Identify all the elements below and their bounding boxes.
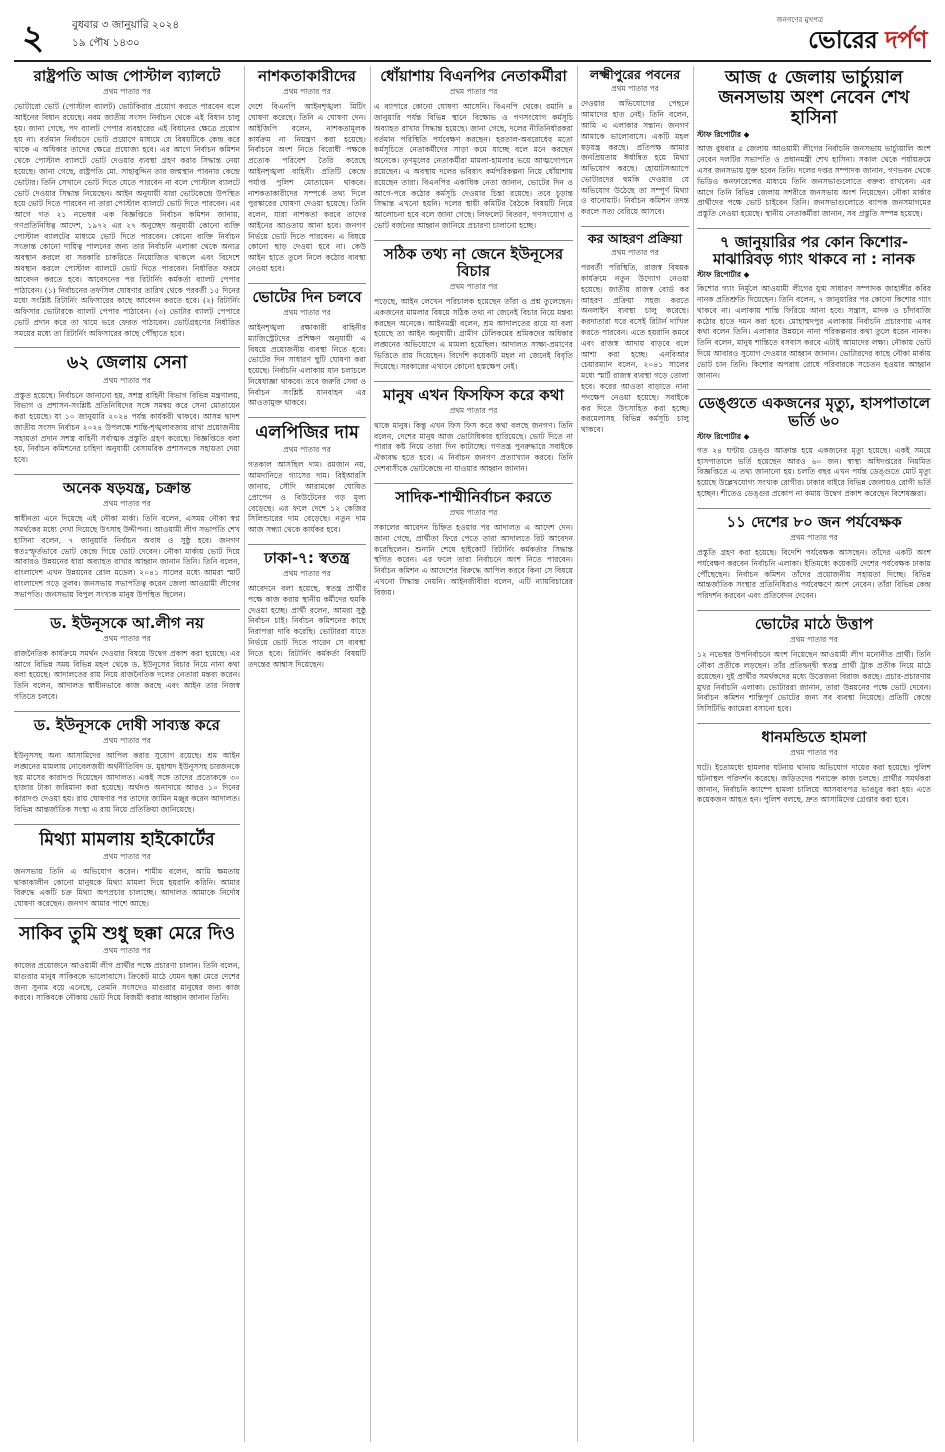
article-headline[interactable]: মিথ্যা মামলায় হাইকোর্টের	[39, 829, 215, 850]
article-headline[interactable]: এলপিজির দাম	[255, 423, 359, 444]
logo-tagline: জনগণের মুখপত্র	[776, 16, 823, 24]
article-headline[interactable]: ভোটের মাঠে উত্তাপ	[754, 614, 874, 633]
article-body: পরবর্তী পরিস্থিতি, রাজস্ব বিষয়ক কার্যক্রমে নতুন উদ্যোগ নেওয়া হয়েছে। জাতীয় রাজস্ব বোর্ড কর আহরণ প্রক্রিয়া সহজ করতে অনলাইন ব্যবস্থা চালু করেছে। করদাতারা ঘরে বসেই রিটার্ন দাখিল করতে পারবেন। এতে হয়রানি কমবে এবং রাজস্ব আদায় বাড়বে বলে আশা করা হচ্ছে। এনবিআর চেয়ারম্যান বলেন, ২০৪১ সালের মধ্যে স্মার্ট রাজস্ব ব্যবস্থা গড়ে তোলা হবে। করের আওতা বাড়াতে নানা পদক্ষেপ নেওয়া হয়েছে। সবাইকে কর দিতে উৎসাহিত করা হচ্ছে। করমেলাসহ বিভিন্ন কর্মসূচি চালু থাকবে।	[581, 263, 689, 435]
column-divider	[370, 66, 371, 1442]
date-line-gregorian: বুধবার ৩ জানুয়ারি ২০২৪	[72, 19, 180, 31]
news-article	[697, 723, 931, 806]
continuation-note: প্রথম পাতার পর	[449, 87, 498, 97]
column-3	[374, 66, 573, 1442]
news-article	[14, 824, 240, 910]
news-article	[14, 918, 240, 1004]
news-article	[581, 68, 689, 218]
article-headline[interactable]: ডেঙ্গুতে একজনের মৃত্যু, হাসপাতালে ভর্তি ৬০	[697, 394, 931, 430]
continuation-note: প্রথম পাতার পর	[103, 851, 151, 861]
news-article	[14, 68, 240, 339]
news-article	[14, 711, 240, 816]
column-divider	[693, 66, 694, 1442]
masthead	[14, 8, 931, 62]
article-headline[interactable]: সাদিক-শাম্মীনির্বাচন করতে	[395, 487, 552, 506]
continuation-note: প্রথম পাতার পর	[790, 748, 838, 758]
continuation-note: প্রথম পাতার পর	[611, 248, 659, 258]
article-body: সকালের আবেদন চিহ্নিত হওয়ার পর আদালত এ আদেশ দেন। জানা গেছে, প্রার্থীতা ফিরে পেতে তারা আদালতে রিট আবেদন করেছিলেন। শুনানি শেষে হাইকোর্ট রিটার্নিং কর্মকর্তার সিদ্ধান্ত স্থগিত করেন। এর ফলে তারা নির্বাচনে অংশ নিতে পারবেন। নির্বাচন কমিশন এ আদেশের বিরুদ্ধে আপিল করবে কিনা সে বিষয়ে এখনো সিদ্ধান্ত নেয়নি। আইনজীবীরা বলেন, এটি ন্যায়বিচারের বিজয়।	[374, 523, 573, 597]
continuation-note: প্রথম পাতার পর	[103, 946, 151, 955]
article-headline[interactable]: অনেক ষড়যন্ত্র, চক্রান্ত	[63, 479, 191, 498]
news-article	[374, 381, 573, 475]
article-headline[interactable]: মানুষ এখন ফিসফিস করে কথা	[383, 385, 564, 404]
article-headline[interactable]: সাকিব তুমি শুধু ছক্কা মেরে দিও	[19, 923, 235, 944]
byline: স্টাফ রিপোর্টার ◆	[697, 431, 750, 441]
continuation-note: প্রথম পাতার পর	[103, 499, 151, 509]
article-body: গত ২৪ ঘণ্টায় ডেঙ্গু আক্রান্ত হয়ে একজনের মৃত্যু হয়েছে। একই সময়ে হাসপাতালে ভর্তি হয়েছেন আরও ৬০ জন। স্বাস্থ্য অধিদপ্তরের নিয়মিত বিজ্ঞপ্তিতে এ তথ্য জানানো হয়। চলতি বছর এখন পর্যন্ত ডেঙ্গুতে মোট মৃত্যু হয়েছে উল্লেখযোগ্য সংখ্যক রোগীর। ঢাকার বাইরে বিভিন্ন জেলায়ও রোগী ভর্তি হচ্ছেন। শীতেও ডেঙ্গুর প্রকোপ না কমায় উদ্বেগ প্রকাশ করেছেন বিশেষজ্ঞরা।	[697, 445, 931, 498]
news-article	[697, 228, 931, 382]
continuation-note: প্রথম পাতার পর	[790, 533, 838, 543]
news-article	[14, 609, 240, 703]
article-body: আইনশৃঙ্খলা রক্ষাকারী বাহিনীর ম্যাজিস্ট্রেটদের প্রশিক্ষণ অনুযায়ী এ বিষয়ে প্রয়োজনীয় ব্যবস্থা নিতে হবে। ভোটের দিন সাধারণ ছুটি ঘোষণা করা হয়েছে। নির্বাচনি এলাকায় যান চলাচলে নিষেধাজ্ঞা থাকবে। তবে জরুরি সেবা ও নির্বাচন সংশ্লিষ্ট যানবাহন এর আওতামুক্ত থাকবে।	[248, 323, 366, 408]
continuation-note: প্রথম পাতার পর	[103, 375, 151, 385]
news-article	[374, 240, 573, 373]
article-body: রাজনৈতিক কার্যক্রমে সমর্থন দেওয়ার বিষয়ে উদ্বেগ প্রকাশ করা হয়েছে। এর আগে বিভিন্ন সময় বিভিন্ন মহল থেকে ড. ইউনূসের বিচার নিয়ে নানা কথা বলা হয়েছে। আদালতের রায় নিয়ে রাজনৈতিক দলের নেতারা মন্তব্য করেন। তিনি বলেন, আদালত স্বাধীনভাবে কাজ করছে এবং আইন তার নিজস্ব গতিতে চলবে।	[14, 648, 240, 701]
continuation-note: প্রথম পাতার পর	[283, 308, 331, 317]
continuation-note: প্রথম পাতার পর	[449, 282, 498, 292]
continuation-note: প্রথম পাতার পর	[790, 635, 838, 645]
article-body: দেওয়ার অভিযোগের পেছনে আমাদের হাত নেই। তিনি বলেন, আমি এ এলাকার সন্তান। জনগণ আমাকে ভালোবাসে। একটি মহল ষড়যন্ত্র করছে। প্রতিপক্ষ আমার জনপ্রিয়তায় ঈর্ষান্বিত হয়ে মিথ্যা অভিযোগ করছে। হোয়াটসঅ্যাপে ভোটারদের হুমকি দেওয়ার যে অভিযোগ উঠেছে তা সম্পূর্ণ মিথ্যা ও বানোয়াট। নির্বাচন কমিশন তদন্ত করলে সত্য বেরিয়ে আসবে।	[581, 99, 689, 217]
continuation-note: প্রথম পাতার পর	[283, 87, 331, 97]
byline: স্টাফ রিপোর্টার ◆	[697, 130, 750, 140]
article-body: ভোটারো ভোট (পোস্টাল ব্যালট) ভোটকিরার প্রয়োগ করতে পারবেন বলে আইনের বিধান রয়েছে। নবম জাতীয় সংসদ নির্বাচন থেকে এই বিধান চালু হয়। জানা গেছে, পদ ব্যালট পেপার ব্যবহারের এই বিধানের ক্ষেত্রে প্রয়োগ হয় না। বর্তমান নির্বাচনে ভোট প্রয়োগে মাধ্যমে যে বিষয়টিকে কেন্দ্র করে থাকে এ অধিকার তাদের ক্ষেত্রে প্রযোজ্য হবে। এর আগে নির্বাচন কমিশন থেকে পোস্টাল ব্যালটে ভোট দেওয়ার ব্যবস্থা গ্রহণ করার সিদ্ধান্ত নেয়া হয়েছে। জানা গেছে, রাষ্ট্রপতি মো. সাহাবুদ্দিন তার জন্মস্থান পাবনার কেন্দ্রে ভোটার। তিনি সেখানে ভোট দিতে যেতে পারবেন না বলে পোস্টাল ব্যালটে ভোট দেওয়ার সিদ্ধান্ত নিয়েছেন। আইন অনুযায়ী যারা ভোটকেন্দ্রে উপস্থিত হয়ে ভোট দিতে পারবেন না তারা পোস্টাল ব্যালটে ভোট দিতে পারবেন। এর আগে গত ২১ নভেম্বর এক বিজ্ঞপ্তিতে নির্বাচন কমিশন জানায়, গণপ্রতিনিধিত্ব আদেশ, ১৯৭২ এর ২৭ অনুচ্ছেদ অনুযায়ী কোনো ব্যক্তি পোস্টাল ব্যালটের মাধ্যমে ভোট দিতে পারবেন। কোনো ব্যক্তি নির্বাচন সংক্রান্ত কোনো দায়িত্ব পালনের জন্য তার নির্বাচনি এলাকা থেকে অন্যত্র অবস্থান করলে বা সরকারি চাকরিতে নিয়োজিত থাকলে এবং বিদেশে অবস্থান করলে পোস্টাল ব্যালটে ভোট দিতে পারবেন। নির্ধারিত ফরমে আবেদন করতে হবে। আবেদনের পর রিটার্নিং কর্মকর্তা ব্যালট পেপার পাঠাবেন। (১) নির্বাচনের তফসিল ঘোষণার তারিখ থেকে পরবর্তী ১৫ দিনের মধ্যে সংশ্লিষ্ট রিটার্নিং অফিসারের কাছে আবেদন করতে হবে। (২) রিটার্নিং অফিসার ভোটারকে ব্যালট পেপার পাঠাবেন। (৩) ভোটার ব্যালট পেপারে ভোট প্রদান করে তা খামে ভরে ফেরত পাঠাবেন। ভোটগ্রহণের নির্ধারিত সময়ের মধ্যে তা রিটার্নিং অফিসারের কাছে পৌঁছাতে হবে।	[14, 102, 240, 338]
news-article	[248, 544, 366, 671]
article-body: জনসভায় তিনি এ অভিযোগ করেন। শামীম বলেন, আমি ক্ষমতায় থাকাকালীন কোনো মানুষকে মিথ্যা মামলা দিয়ে হয়রানি করিনি। আমার বিরুদ্ধে একটি চক্র মিথ্যা অপপ্রচার চালাচ্ছে। আদালত আমাকে নির্দোষ ঘোষণা করেছেন। জনগণ আমার পাশে আছে।	[14, 866, 240, 909]
article-body: দেশে বিএনপি আইনশৃঙ্খলা মিটিং ঘোষণা করেছে। তিনি এ ঘোষণা দেন। আইজিপি বলেন, নাশকতামূলক কার্যক্রম না নিয়ন্ত্রণ করা হয়েছে। নির্বাচনে অংশ নিতে বিরোধী পক্ষকে প্রত্যেক পরিবেশ তৈরি করেছে আইনশৃঙ্খলা বাহিনী। প্রতিটি কেন্দ্রে পর্যাপ্ত পুলিশ মোতায়েন থাকবে। নাশকতাকারীদের সম্পর্কে তথ্য দিলে পুরস্কারের ঘোষণা দেওয়া হয়েছে। তিনি বলেন, যারা নাশকতা করবে তাদের আইনের আওতায় আনা হবে। জনগণ নির্ভয়ে ভোট দিতে পারবেন। এ বিষয়ে কোনো ছাড় দেওয়া হবে না। কেউ আইন হাতে তুলে নিলে কঠোর ব্যবস্থা নেওয়া হবে।	[248, 102, 366, 273]
article-headline[interactable]: ৬২ জেলায় সেনা	[66, 353, 188, 374]
continuation-note: প্রথম পাতার পর	[611, 84, 659, 94]
logo-word-2: দর্পণ	[877, 26, 927, 54]
continuation-note: প্রথম পাতার পর	[283, 569, 331, 579]
continuation-note: প্রথম পাতার পর	[449, 405, 498, 415]
news-article	[697, 389, 931, 499]
logo-word-1: ভোরের	[808, 26, 878, 54]
column-5	[697, 66, 931, 1442]
article-body: পড়েছে, আইন লেখেন পরিচালক হয়েছেন তাঁরা ও প্রশ্ন তুলেছেন। একজনের মামলার বিষয়ে সঠিক তথ্য না জেনেই বিচার নিয়ে মন্তব্য করছেন অনেকে। আইনমন্ত্রী বলেন, শ্রম আদালতের রায়ে যা বলা হয়েছে তা আইন অনুযায়ী। গ্রামীণ টেলিকমের শ্রমিকদের অধিকার লঙ্ঘনের অভিযোগে এ মামলা হয়েছিল। আদালত সাক্ষ্য-প্রমাণের ভিত্তিতে রায় দিয়েছেন। বিদেশি কয়েকটি মহল না জেনেই বিবৃতি দিয়েছে। সরকারের এখানে কোনো হস্তক্ষেপ নেই।	[374, 297, 573, 371]
news-article	[374, 483, 573, 599]
article-body: প্রস্তুতি গ্রহণ করা হয়েছে। বিদেশি পর্যবেক্ষক আসছেন। তাঁদের একটি অংশ পর্যবেক্ষণ করবেন নির্বাচনি এলাকা। ইতিমধ্যে কয়েকটি দেশের পর্যবেক্ষক ঢাকায় পৌঁছেছেন। নির্বাচন কমিশন তাঁদের প্রয়োজনীয় সহায়তা দিচ্ছে। বিভিন্ন আন্তর্জাতিক সংস্থার প্রতিনিধিরাও পর্যবেক্ষণে অংশ নেবেন। তাঁরা বিভিন্ন কেন্দ্র পরিদর্শন করবেন এবং প্রতিবেদন দেবেন।	[697, 548, 931, 601]
continuation-note: প্রথম পাতার পর	[103, 87, 151, 97]
column-1	[14, 66, 240, 1442]
article-headline[interactable]: ধানমন্ডিতে হামলা	[761, 727, 867, 746]
news-article	[697, 508, 931, 602]
article-headline[interactable]: ধোঁয়াশায় বিএনপির নেতাকর্মীরা	[380, 67, 567, 85]
article-body: আজ বুধবার ৫ জেলায় আওয়ামী লীগের নির্বাচনি জনসভায় ভার্চ্যুয়ালি অংশ নেবেন দলটির সভাপতি ও প্রধানমন্ত্রী শেখ হাসিনা। সকাল থেকে পর্যায়ক্রমে এসব জনসভায় যুক্ত হবেন তিনি। দলের দপ্তর সম্পাদক জানান, গণভবন থেকে ভিডিও কনফারেন্সের মাধ্যমে তিনি জনসভাগুলোতে বক্তব্য রাখবেন। এর আগে তিনি বিভিন্ন জেলায় সশরীরে জনসভায় অংশ নিয়েছেন। নৌকা মার্কার প্রার্থীদের পক্ষে ভোট চাইবেন তিনি। জনসভাগুলোতে ব্যাপক জনসমাগমের প্রস্তুতি নেওয়া হয়েছে। স্থানীয় নেতাকর্মীরা জানান, সব প্রস্তুতি সম্পন্ন হয়েছে।	[697, 144, 931, 219]
article-body: এ ব্যাপারে কোনো ঘোষণা আসেনি। বিএনপি থেকে। রমানি ৪ জানুয়ারি পর্যন্ত বিভিন্ন স্থানে বিক্ষোভ ও গণসংযোগ কর্মসূচি অব্যাহত রাখার সিদ্ধান্ত হয়েছে। জানা গেছে, দলের নীতিনির্ধারকরা বর্তমান পরিস্থিতি পর্যবেক্ষণ করছেন। হরতাল-অবরোধের মতো কর্মসূচিতে নেতাকর্মীদের সাড়া কমে যাচ্ছে বলে মনে করছেন অনেকে। তৃণমূলের নেতাকর্মীরা মামলা-হামলার ভয়ে আত্মগোপনে রয়েছেন। এ অবস্থায় দলের ভবিষ্যৎ কর্মপরিকল্পনা নিয়ে ধোঁয়াশায় রয়েছেন তারা। বিএনপির একাধিক নেতা জানান, ভোটের দিন ও আগে-পরে কঠোর কর্মসূচি দেওয়ার চিন্তা রয়েছে। তবে চূড়ান্ত সিদ্ধান্ত এখনো হয়নি। দলের স্থায়ী কমিটির বৈঠকে বিষয়টি নিয়ে আলোচনা হবে বলে জানা গেছে। লিফলেট বিতরণ, গণসংযোগ ও ভোট বর্জনের আহ্বান জানিয়ে প্রচারণা চালানো হচ্ছে।	[374, 102, 573, 230]
article-headline[interactable]: ১১ দেশের ৮০ জন পর্যবেক্ষক	[726, 512, 902, 531]
article-body: ইউনূসসহ অন্য আসামিদের আপিল করার সুযোগ রয়েছে। শ্রম আইন লঙ্ঘনের মামলায় নোবেলজয়ী অর্থনীতিবিদ ড. মুহাম্মদ ইউনূসসহ চারজনকে ছয় মাসের কারাদণ্ড দিয়েছেন আদালত। একই সঙ্গে তাদের প্রত্যেককে ৩০ হাজার টাকা জরিমানা করা হয়েছে। অর্থদণ্ড অনাদায়ে আরও ১০ দিনের কারাদণ্ড দেওয়া হয়। রায় ঘোষণার পর তাদের জামিন মঞ্জুর করেন আদালত। বিভিন্ন আন্তর্জাতিক সংস্থা এ রায় নিয়ে প্রতিক্রিয়া জানিয়েছে।	[14, 750, 240, 814]
news-article	[697, 610, 931, 715]
article-headline[interactable]: কর আহরণ প্রক্রিয়া	[587, 230, 683, 246]
article-body: আবেদনে বলা হয়েছে, স্বতন্ত্র প্রার্থীর পক্ষে কাজ করায় স্থানীয় কর্মীদের হুমকি দেওয়া হচ্ছে। প্রার্থী বলেন, আমরা সুষ্ঠু নির্বাচন চাই। নির্বাচন কমিশনের কাছে নিরাপত্তা দাবি করেছি। ভোটাররা যাতে নির্ভয়ে ভোট দিতে পারেন সে ব্যবস্থা নিতে হবে। রিটার্নিং কর্মকর্তা বিষয়টি তদন্তের আশ্বাস দিয়েছেন।	[248, 584, 366, 669]
continuation-note: প্রথম পাতার পর	[283, 445, 331, 455]
article-headline[interactable]: নাশকতাকারীদের	[258, 67, 356, 85]
continuation-note: প্রথম পাতার পর	[449, 508, 498, 517]
article-body: গতকাল আসছিল দাম। রমজান নয়, আমদানিতে গ্যাসের দাম। বিইআরসি জানায়, সৌদি আরামকো ঘোষিত প্রোপেন ও বিউটেনের গড় মূল্য বেড়েছে। এর ফলে দেশে ১২ কেজির সিলিন্ডারের দাম বেড়েছে। নতুন দাম আজ সন্ধ্যা থেকে কার্যকর হবে।	[248, 460, 366, 535]
article-body: ১২ নভেম্বর উপনির্বাচনে অংশ নিয়েছেন আওয়ামী লীগ মনোনীত প্রার্থী। তিনি নৌকা প্রতীকে লড়ছেন। তাঁর প্রতিদ্বন্দ্বী স্বতন্ত্র প্রার্থী ট্রাক প্রতীক নিয়ে মাঠে রয়েছেন। দুই প্রার্থীর সমর্থকদের মধ্যে উত্তেজনা বিরাজ করছে। প্রচার-প্রচারণায় মুখর নির্বাচনি এলাকা। ভোটাররা জানান, তারা উন্নয়নের পক্ষে ভোট দেবেন। নির্বাচন কমিশন শান্তিপূর্ণ ভোটের জন্য সব ব্যবস্থা নিয়েছে। প্রতিটি কেন্দ্রে সিসিটিভি ক্যামেরা বসানো হবে।	[697, 650, 931, 714]
article-body: থাকে মানুষ। কিন্তু এখন ফিস ফিস করে কথা বলছে জনগণ। তিনি বলেন, দেশের মানুষ আজ ভোটাধিকার হারিয়েছে। ভোট দিতে না পারার কষ্ট নিয়ে তারা দিন কাটাচ্ছে। গণতন্ত্র পুনরুদ্ধারে সবাইকে ঐক্যবদ্ধ হতে হবে। এ নির্বাচন জনগণ প্রত্যাখ্যান করবে। তিনি দেশবাসীকে ভোটকেন্দ্রে না যাওয়ার আহ্বান জানান।	[374, 420, 573, 473]
article-headline[interactable]: রাষ্ট্রপতি আজ পোস্টাল ব্যালটে	[33, 67, 221, 85]
article-headline[interactable]: ড. ইউনূসকে দোষী সাব্যস্ত করে	[34, 715, 220, 734]
column-divider	[577, 66, 578, 1442]
continuation-note: প্রথম পাতার পর	[103, 633, 151, 643]
column-2	[248, 66, 366, 1442]
news-article	[248, 68, 366, 275]
news-article	[14, 347, 240, 466]
byline: স্টাফ রিপোর্টার ◆	[697, 270, 750, 280]
news-article	[697, 68, 931, 220]
continuation-note: প্রথম পাতার পর	[103, 735, 151, 745]
news-article	[581, 226, 689, 436]
article-body: স্বাধীনতা এনে দিয়েছে এই নৌকা মার্কা। তিনি বলেন, এসময় নৌকা স্বপ্ন সমর্থকের মধ্যে দেখা দিয়েছে উৎসাহ উদ্দীপনা। আওয়ামী লীগ সভাপতি শেখ হাসিনা বলেন, ৭ জানুয়ারি নির্বাচন অবাধ ও সুষ্ঠু হবে। জনগণ স্বতঃস্ফূর্তভাবে ভোট কেন্দ্রে গিয়ে ভোট দেবেন। নৌকা মার্কায় ভোট দিয়ে আবারও উন্নয়নের ধারা অব্যাহত রাখার আহ্বান জানান তিনি। তিনি বলেন, বাংলাদেশ এখন উন্নয়নের রোল মডেল। ২০৪১ সালের মধ্যে আমরা স্মার্ট বাংলাদেশ গড়ে তুলব। জনসভায় সভাপতিত্ব করেন জেলা আওয়ামী লীগের সভাপতি। জনসভায় বিপুল সংখ্যক মানুষ উপস্থিত ছিলেন।	[14, 514, 240, 599]
article-body: ঘটে। ইতোমধ্যে হামলার ঘটনায় থানায় অভিযোগ দায়ের করা হয়েছে। পুলিশ ঘটনাস্থল পরিদর্শন করেছে। জড়িতদের শনাক্তে কাজ চলছে। প্রার্থীর সমর্থকরা জানান, নির্বাচনি ক্যাম্পে হামলা চালিয়ে আসবাবপত্র ভাঙচুর করা হয়। এতে কয়েকজন আহত হন। পুলিশ বলছে, দ্রুত আসামিদের গ্রেপ্তার করা হবে।	[697, 763, 931, 805]
column-4	[581, 66, 689, 1442]
article-body: কাজের প্রয়োজনে আওয়ামী লীগ প্রার্থীর পক্ষে প্রচারণা চালান। তিনি বলেন, মাগুরার মানুষ সাকিবকে ভালোবাসে। ক্রিকেট মাঠে যেমন ছক্কা মেরে দেশের জন্য সুনাম বয়ে এনেছে, তেমনি সংসদেও মাগুরার মানুষের জন্য কাজ করবে। সাকিবকে নৌকায় ভোট দিয়ে বিজয়ী করার আহ্বান জানান তিনি।	[14, 961, 240, 1003]
article-headline[interactable]: লক্ষ্মীপুরের পবনের	[589, 67, 681, 82]
article-headline[interactable]: ড. ইউনূসকে আ.লীগ নয়	[50, 613, 204, 632]
date-line-bangla: ১৯ পৌষ ১৪৩০	[72, 37, 140, 49]
news-article	[248, 283, 366, 410]
article-headline[interactable]: ভোটের দিন চলবে	[252, 287, 362, 306]
news-article	[248, 417, 366, 536]
article-headline[interactable]: ঢাকা-৭: স্বতন্ত্র	[264, 548, 350, 567]
article-headline[interactable]: ৭ জানুয়ারির পর কোন কিশোর-মাঝারিবড় গ্যাং থাকবে না : নানক	[712, 232, 916, 269]
column-divider	[244, 66, 245, 1442]
newspaper-logo[interactable]	[808, 22, 927, 62]
article-body: কিশোর গ্যাং নির্মূলে আওয়ামী লীগের যুগ্ম সাধারণ সম্পাদক জাহাঙ্গীর কবির নানক প্রতিশ্রুতি দিয়েছেন। তিনি বলেন, ৭ জানুয়ারির পর কোনো কিশোর গ্যাং থাকবে না। এলাকায় শান্তি ফিরিয়ে আনা হবে। সন্ত্রাস, মাদক ও চাঁদাবাজি কঠোর হাতে দমন করা হবে। মোহাম্মদপুর এলাকায় নির্বাচনি প্রচারণায় এসব কথা বলেন তিনি। এলাকার উন্নয়নে নানা পরিকল্পনার কথা তুলে ধরেন নানক। তিনি বলেন, মানুষ শান্তিতে বসবাস করবে এটাই আমাদের লক্ষ্য। নৌকায় ভোট দিয়ে আবারও সুযোগ দেওয়ার আহ্বান জানান। ভোটারদের কাছে নৌকা মার্কায় ভোট চান তিনি। কিশোর অপরাধ রোধে পরিবারকে সচেতন হওয়ার আহ্বান জানান।	[697, 284, 931, 380]
article-headline[interactable]: সঠিক তথ্য না জেনে ইউনূসের বিচার	[383, 244, 564, 280]
page-number: ২	[22, 18, 45, 58]
article-body: প্রস্তুত হয়েছে। নির্বাচনে জানানো হয়, সশস্ত্র বাহিনী বিভাগ বিভিন্ন মন্ত্রণালয়, বিভাগ ও প্রশাসন-সংশ্লিষ্ট প্রতিনিধিদের সঙ্গে সমন্বয় করে সেনা মোতায়েন করা হয়েছে। যা ১০ জানুয়ারি ২০২৪ পর্যন্ত কার্যকরী থাকবে। আসন্ন দ্বাদশ জাতীয় সংসদ নির্বাচন ২০২৪ উপলক্ষে শান্তি-শৃঙ্খলাবজায় রাখা প্রয়োজনীয় সহায়তা প্রদান সশস্ত্র বাহিনী সর্বাত্মক প্রস্তুতি গ্রহণ করেছে। বিজ্ঞপ্তিতে বলা হয়, নির্বাচন কমিশনের চাহিদা অনুযায়ী বেসামরিক প্রশাসনকে সহায়তা দেয়া হবে।	[14, 390, 240, 465]
article-headline[interactable]: আজ ৫ জেলায় ভার্চ্যুয়াল জনসভায় অংশ নেবেন শেখ হাসিনা	[718, 68, 910, 129]
news-article	[374, 68, 573, 232]
news-article	[14, 474, 240, 601]
